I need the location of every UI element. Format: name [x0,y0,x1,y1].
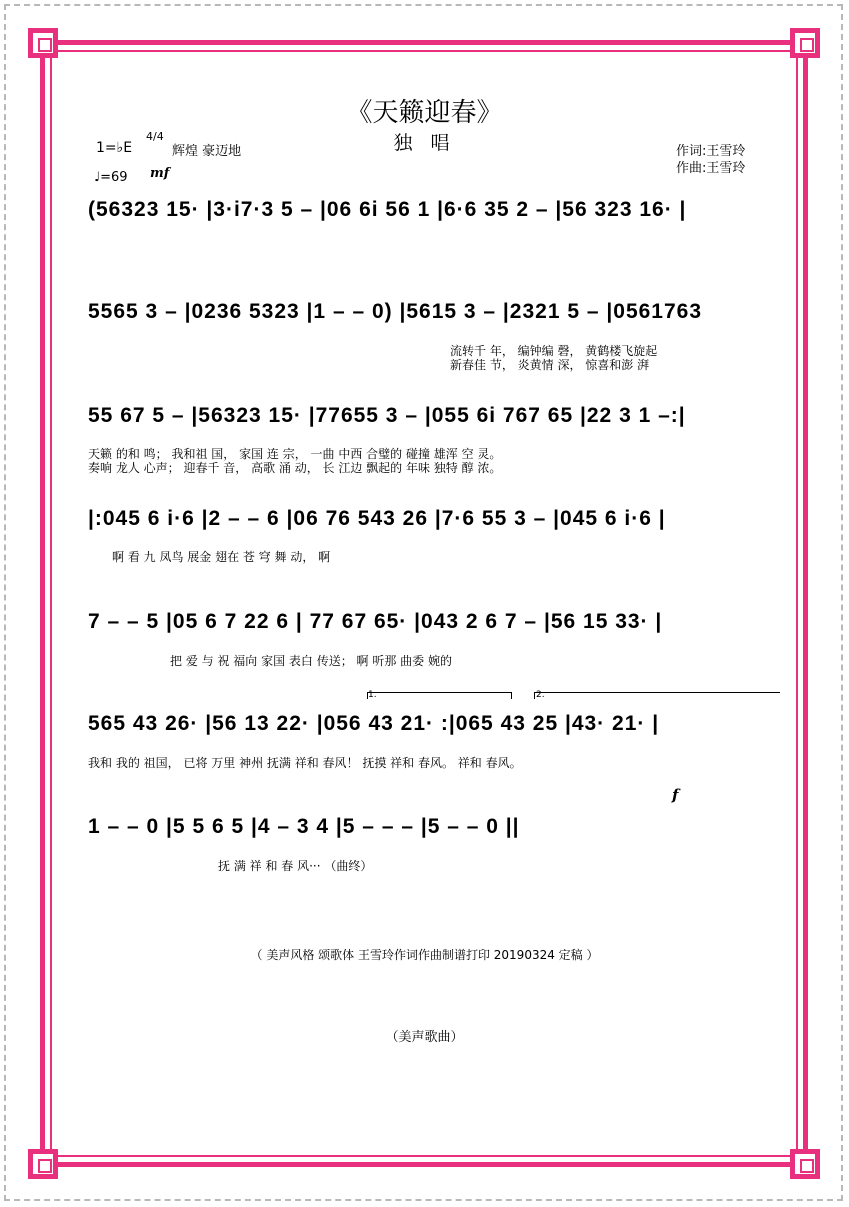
volta-bracket-1 [367,692,512,699]
composer-credit: 作曲:王雪玲 [676,161,746,176]
corner-ornament-top-left [28,28,58,58]
lyrics-line-7: 抚 满 祥 和 春 风··· （曲终） [218,859,373,873]
song-subtitle: 独 唱 [393,132,456,154]
lyrics-verse-2-line-2: 新春佳 节， 炎黄情 深， 惊喜和澎 湃 [450,358,650,372]
score-system-2: 5565 3 – |0236 5323 |1 – – 0) |5615 3 – |2321 5 – |0561763 [88,300,703,323]
score-system-1: (56323 15· |3·i7·3 5 – |06 6i 56 1 |6·6 35 2 – |56 323 16· | [88,198,687,221]
time-signature: 4/4 [146,130,164,143]
lyrics-line-4: 啊 看 九 凤鸟 展金 翅在 苍 穹 舞 动， 啊 [112,550,331,564]
volta-first-ending: 1. [368,690,377,700]
lyricist-credit: 作词:王雪玲 [676,144,746,159]
lyrics-verse-2-line-3: 奏响 龙人 心声； 迎春千 音， 高歌 涌 动， 长 江边 飘起的 年味 独特 醇 浓。 [88,461,502,475]
score-system-6: 565 43 26· |56 13 22· |056 43 21· :|065 43 25 |43· 21· | [88,712,660,735]
lyrics-verse-1-line-3: 天籁 的和 鸣； 我和祖 国， 家国 连 宗， 一曲 中西 合璧的 碰撞 雄浑 空 灵。 [88,447,502,461]
song-title: 《天籁迎春》 [346,98,503,128]
score-system-7: 1 – – 0 |5 5 6 5 |4 – 3 4 |5 – – – |5 – – 0 || [88,815,520,838]
volta-second-ending: 2. [536,690,545,700]
genre-note: （美声歌曲） [385,1030,464,1045]
score-system-4: |:045 6 i·6 |2 – – 6 |06 76 543 26 |7·6 55 3 – |045 6 i·6 | [88,507,666,530]
lyrics-line-5: 把 爱 与 祝 福向 家国 表白 传送； 啊 听那 曲委 婉的 [170,654,452,668]
performance-style: 辉煌 豪迈地 [172,144,242,159]
key-signature: 1=♭E [96,140,133,156]
score-system-5: 7 – – 5 |05 6 7 22 6 | 77 67 65· |043 2 6 7 – |56 15 33· | [88,610,663,633]
corner-ornament-bottom-right [790,1149,820,1179]
tempo-marking: ♩=69 [94,170,128,185]
volta-bracket-2 [534,692,780,699]
tempo-value: =69 [100,170,128,185]
lyrics-verse-1-line-2: 流转千 年， 编钟编 磬， 黄鹤楼飞旋起 [450,344,658,358]
score-system-3: 55 67 5 – |56323 15· |77655 3 – |055 6i 767 65 |22 3 1 –:| [88,404,686,427]
footer-note: （ 美声风格 颂歌体 王雪玲作词作曲制谱打印 20190324 定稿 ） [250,948,599,962]
corner-ornament-top-right [790,28,820,58]
dynamic-marking: mf [150,166,170,181]
corner-ornament-bottom-left [28,1149,58,1179]
dynamic-forte: f [672,786,679,804]
lyrics-line-6: 我和 我的 祖国， 已将 万里 神州 抚满 祥和 春风！ 抚摸 祥和 春风。 祥和 春风。 [88,756,522,770]
